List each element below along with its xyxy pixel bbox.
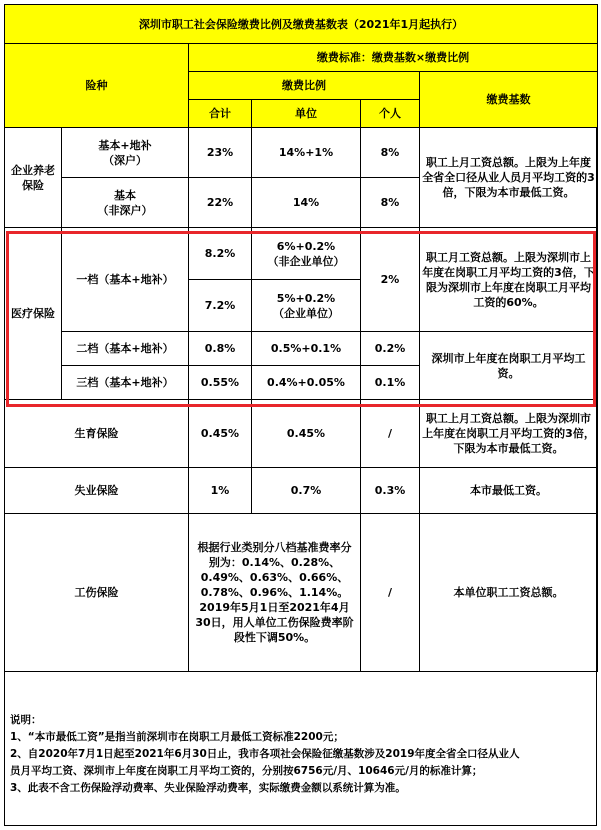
medical-tier2-employer: 0.5%+0.1% [252,332,361,366]
pension-row-label: 基本 （非深户） [62,178,189,228]
table-title: 深圳市职工社会保险缴费比例及缴费基数表（2021年1月起执行） [5,5,598,44]
maternity-label: 生育保险 [5,400,189,468]
maternity-base: 职工上月工资总额。上限为深圳市上年度在岗职工月平均工资的3倍，下限为本市最低工资。 [420,400,598,468]
header-insurance-type: 险种 [5,44,189,128]
header-employer: 单位 [252,100,361,128]
medical-tier2-total: 0.8% [189,332,252,366]
unemployment-total: 1% [189,468,252,514]
maternity-personal: / [361,400,420,468]
injury-base: 本单位职工工资总额。 [420,514,598,672]
unemployment-employer: 0.7% [252,468,361,514]
medical-tier1-employer: 6%+0.2% （非企业单位） [252,228,361,280]
pension-employer: 14% [252,178,361,228]
pension-personal: 8% [361,128,420,178]
note-3: 3、此表不含工伤保险浮动费率、失业保险浮动费率，实际缴费金额以系统计算为准。 [10,782,406,794]
header-standard: 缴费标准：缴费基数×缴费比例 [189,44,598,72]
medical-tier3-employer: 0.4%+0.05% [252,366,361,400]
maternity-employer: 0.45% [252,400,361,468]
note-1: 1、“本市最低工资”是指当前深圳市在岗职工月最低工资标准2200元； [10,731,344,743]
medical-tier1-personal: 2% [361,228,420,332]
injury-label: 工伤保险 [5,514,189,672]
pension-row-label: 基本+地补 （深户） [62,128,189,178]
pension-total: 23% [189,128,252,178]
medical-tier1-label: 一档（基本+地补） [62,228,189,332]
pension-employer: 14%+1% [252,128,361,178]
header-ratio: 缴费比例 [189,72,420,100]
medical-group-label: 医疗保险 [5,228,62,400]
unemployment-label: 失业保险 [5,468,189,514]
header-base: 缴费基数 [420,72,598,128]
unemployment-base: 本市最低工资。 [420,468,598,514]
medical-tier23-base: 深圳市上年度在岗职工月平均工资。 [420,332,598,400]
medical-tier1-base: 职工月工资总额。上限为深圳市上年度在岗职工月平均工资的3倍，下限为深圳市上年度在岗职工月平均工资的60%。 [420,228,598,332]
medical-tier3-total: 0.55% [189,366,252,400]
note-2b: 员月平均工资、深圳市上年度在岗职工月平均工资的，分别按6756元/月、10646元/月的标准计算； [10,765,483,777]
pension-personal: 8% [361,178,420,228]
medical-tier1-employer: 5%+0.2% （企业单位） [252,280,361,332]
medical-tier1-total: 8.2% [189,228,252,280]
pension-total: 22% [189,178,252,228]
maternity-total: 0.45% [189,400,252,468]
pension-base: 职工上月工资总额。上限为上年度全省全口径从业人员月平均工资的3倍，下限为本市最低工资。 [420,128,598,228]
medical-tier1-total: 7.2% [189,280,252,332]
injury-personal: / [361,514,420,672]
header-total: 合计 [189,100,252,128]
note-2a: 2、自2020年7月1日起至2021年6月30日止，我市各项社会保险征缴基数涉及2019年度全省全口径从业人 [10,748,520,760]
notes-heading: 说明： [10,714,42,726]
medical-tier3-personal: 0.1% [361,366,420,400]
medical-tier3-label: 三档（基本+地补） [62,366,189,400]
medical-tier2-label: 二档（基本+地补） [62,332,189,366]
pension-group-label: 企业养老保险 [5,128,62,228]
injury-rate: 根据行业类别分八档基准费率分别为：0.14%、0.28%、0.49%、0.63%、0.66%、0.78%、0.96%、1.14%。2019年5月1日至2021年4月30日，用人单位工伤保险费率阶段性下调50%。 [189,514,361,672]
header-personal: 个人 [361,100,420,128]
notes-section [10,712,590,797]
unemployment-personal: 0.3% [361,468,420,514]
medical-tier2-personal: 0.2% [361,332,420,366]
insurance-table [4,4,598,672]
